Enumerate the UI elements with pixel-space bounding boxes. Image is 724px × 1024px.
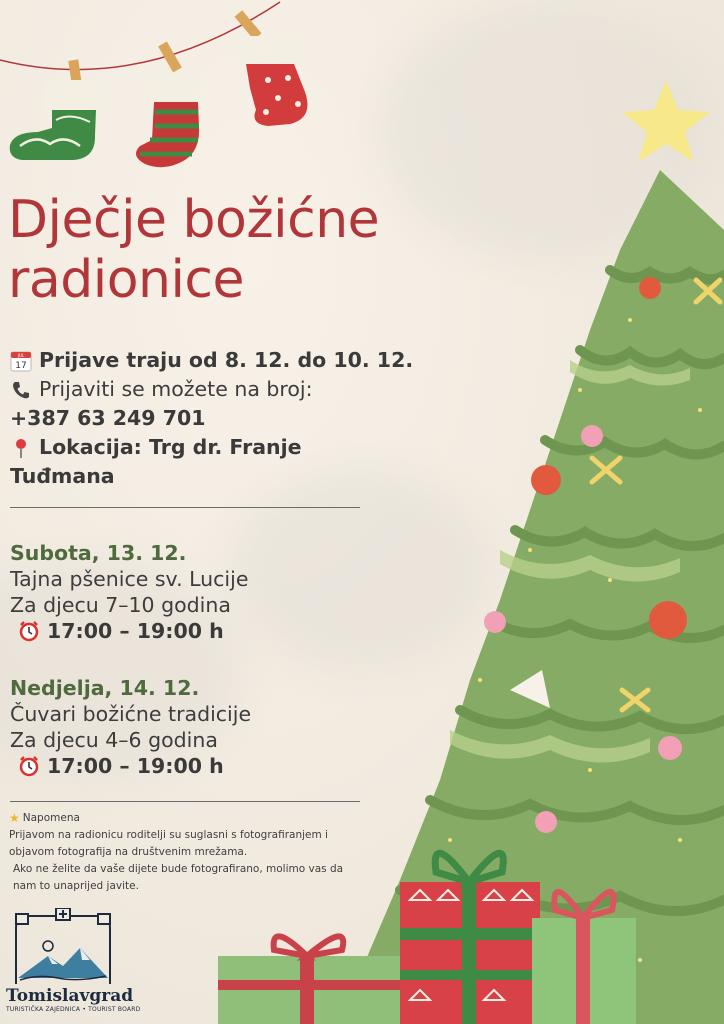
session-saturday bbox=[10, 540, 390, 644]
note-block bbox=[9, 810, 354, 895]
tourist-board-logo bbox=[6, 908, 146, 1018]
logo-name: Tomislavgrad bbox=[6, 986, 134, 1006]
star-icon: ★ bbox=[9, 811, 20, 825]
phone-number-row bbox=[10, 404, 410, 433]
page-title bbox=[8, 190, 379, 310]
alarm-clock-icon bbox=[18, 755, 40, 777]
logo-subtitle: TURISTIČKA ZAJEDNICA • TOURIST BOARD bbox=[6, 1006, 141, 1013]
mountain-emblem-icon bbox=[8, 908, 118, 986]
session-day: Subota, 13. 12. bbox=[10, 541, 187, 565]
striped-stocking-icon bbox=[136, 42, 202, 168]
svg-text:JUL: JUL bbox=[17, 352, 25, 358]
note-heading-row bbox=[9, 810, 354, 827]
session-ages: Za djecu 7–10 godina bbox=[10, 593, 231, 617]
calendar-icon bbox=[10, 350, 32, 372]
note-text-1: Prijavom na radionicu roditelji su suglasni s fotografiranjem i objavom fotografija na društvenim mrežama. bbox=[9, 829, 328, 858]
location-line-2: Tuđmana bbox=[10, 464, 115, 488]
phone-row bbox=[10, 375, 410, 404]
phone-icon bbox=[10, 379, 32, 401]
location-row bbox=[10, 433, 410, 462]
session-name: Tajna pšenice sv. Lucije bbox=[10, 567, 249, 591]
session-ages: Za djecu 4–6 godina bbox=[10, 728, 218, 752]
red-gift-icon bbox=[400, 853, 540, 1024]
svg-text:17: 17 bbox=[15, 360, 27, 371]
location-row-2 bbox=[10, 462, 410, 491]
session-sunday bbox=[10, 675, 390, 779]
registration-text: Prijave traju od 8. 12. do 10. 12. bbox=[39, 348, 414, 372]
title-line-2: radionice bbox=[8, 250, 244, 310]
note-text-2: Ako ne želite da vaše dijete bude fotografirano, molimo vas da nam to unaprijed javite. bbox=[13, 863, 344, 892]
hanging-stockings-illustration bbox=[0, 0, 330, 180]
session-time-row bbox=[10, 753, 390, 779]
phone-number: +387 63 249 701 bbox=[10, 406, 206, 430]
green-gift-icon bbox=[218, 936, 404, 1024]
divider bbox=[10, 801, 360, 802]
location-pin-icon bbox=[10, 437, 32, 459]
session-time-row bbox=[10, 618, 390, 644]
session-day: Nedjelja, 14. 12. bbox=[10, 676, 200, 700]
pink-gift-icon bbox=[532, 892, 636, 1024]
star-icon bbox=[622, 80, 710, 162]
note-heading: Napomena bbox=[22, 812, 80, 824]
divider bbox=[10, 507, 360, 508]
session-time: 17:00 – 19:00 h bbox=[47, 619, 224, 643]
phone-label: Prijaviti se možete na broj: bbox=[39, 377, 313, 401]
green-stocking-icon bbox=[10, 59, 100, 160]
alarm-clock-icon bbox=[18, 620, 40, 642]
title-line-1: Dječje božićne bbox=[8, 190, 380, 250]
info-block bbox=[10, 346, 414, 491]
red-stocking-icon bbox=[235, 10, 308, 126]
session-name: Čuvari božićne tradicije bbox=[10, 702, 252, 726]
location-line-1: Lokacija: Trg dr. Franje bbox=[39, 435, 302, 459]
registration-row bbox=[10, 346, 414, 375]
session-time: 17:00 – 19:00 h bbox=[47, 754, 224, 778]
